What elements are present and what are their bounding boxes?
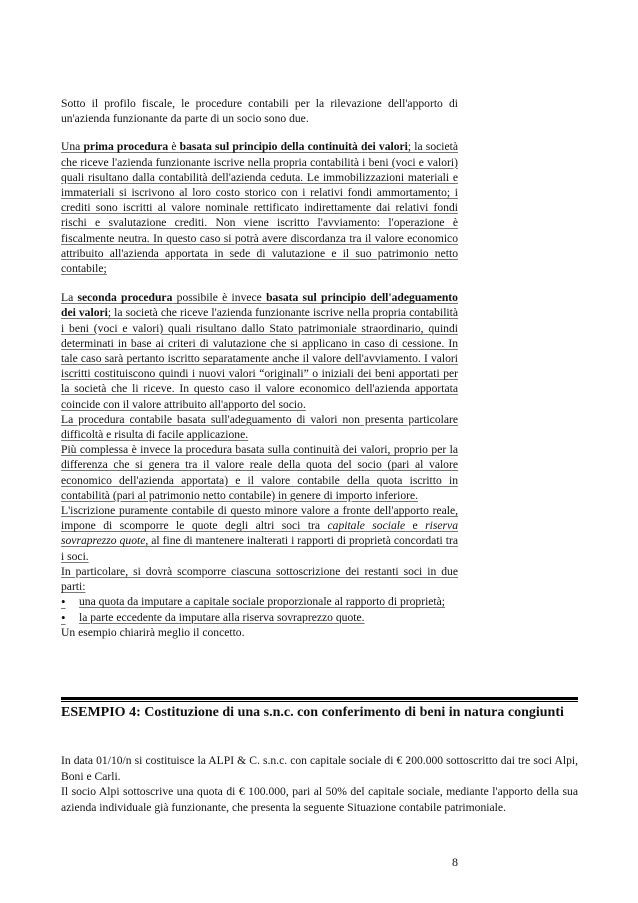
bullet-icon: •	[61, 594, 66, 610]
particular-paragraph: In particolare, si dovrà scomporre ciascuna sottoscrizione dei restanti soci in due parti:	[61, 564, 458, 594]
first-procedure-paragraph: Una prima procedura è basata sul principio della continuità dei valori; la società che riceve l'azienda funzionante iscrive nella propria contabilità i beni (voci e valori) quali risultano dalla contabilità dell'azienda ceduta. Le immobilizzazioni materiali e immateriali si iscrivono al loro costo storico con i relativi fondi ammortamento; i crediti sono iscritti al valore nominale rettificato indirettamente dai relativi fondi rischi e svalutazione crediti. Non viene iscritto l'avviamento: l'operazione è fiscalmente neutra. In questo caso si potrà avere discordanza tra il valore economico attribuito all'azienda apportata in sede di valutazione e il suo patrimonio netto contabile;	[61, 140, 458, 276]
example-body	[61, 753, 578, 815]
page-number: 8	[452, 855, 458, 869]
continuity-principle-term: basata sul principio della continuità dei valori	[179, 140, 408, 154]
example-title: ESEMPIO 4: Costituzione di una s.n.c. con conferimento di beni in natura congiunti	[61, 705, 564, 720]
example-top-rule	[61, 697, 578, 700]
list-item: • la parte eccedente da imputare alla riserva sovraprezzo quote.	[61, 609, 365, 625]
second-procedure-term: seconda procedura	[77, 291, 173, 305]
example-paragraph-2: Il socio Alpi sottoscrive una quota di € 100.000, pari al 50% del capitale sociale, mediante l'apporto della sua azienda individuale già funzionante, che presenta la seguente Situazione contabile patrimoniale.	[61, 785, 578, 814]
second-procedure-paragraph: La seconda procedura possibile è invece basata sul principio dell'adeguamento dei valori; la società che riceve l'azienda funzionante iscrive nella propria contabilità i beni (voci e valori) quali risultano dallo Stato patrimoniale straordinario, quindi determinati in base ai criteri di valutazione che si applicano in caso di cessione. In tale caso sarà pertanto iscritto separatamente anche il valore dell'avviamento. I valori iscritti costituiscono quindi i nuovi valori “originali” o iniziali dei beni apportati per la società che li riceve. In questo caso il valore economico dell'azienda apportata coincide con il valore attribuito all'apporto del socio.	[61, 291, 458, 411]
example-paragraph-1: In data 01/10/n si costituisce la ALPI & C. s.n.c. con capitale sociale di € 200.000 sottoscritto dai tre soci Alpi, Boni e Carli.	[61, 754, 578, 783]
intro-paragraph: Sotto il profilo fiscale, le procedure contabili per la rilevazione dell'apporto di un'azienda funzionante da parte di un socio sono due.	[61, 97, 458, 126]
main-column	[61, 96, 458, 640]
riserva-sovraprezzo-term: riserva sovraprezzo quote	[61, 519, 458, 548]
list-item: • una quota da imputare a capitale sociale proporzionale al rapporto di proprietà;	[61, 594, 446, 610]
example-intro-paragraph: Un esempio chiarirà meglio il concetto.	[61, 625, 245, 639]
registration-paragraph: L'iscrizione puramente contabile di questo minore valore a fronte dell'apporto reale, impone di scomporre le quote degli altri soci tra capitale sociale e riserva sovraprezzo quote, al fine di mantenere inalterati i rapporti di proprietà concordati tra i soci.	[61, 504, 458, 563]
example-top-rule-thin	[61, 701, 578, 702]
capitale-sociale-term: capitale sociale	[327, 519, 406, 533]
first-procedure-term: prima procedura	[83, 140, 169, 154]
accounting-procedure-paragraph: La procedura contabile basata sull'adeguamento di valori non presenta particolare difficoltà e risulta di facile applicazione.	[61, 412, 458, 442]
complex-procedure-paragraph: Più complessa è invece la procedura basata sulla continuità dei valori, proprio per la differenza che si genera tra il valore reale della quota del socio (pari al valore economico dell'azienda apportata) e il valore contabile della quota iscritto in contabilità (pari al patrimonio netto contabile) in genere di importo inferiore.	[61, 443, 458, 502]
adjustment-principle-term: basata sul principio dell'adeguamento dei valori	[61, 291, 458, 320]
bullet-icon: •	[61, 609, 66, 625]
